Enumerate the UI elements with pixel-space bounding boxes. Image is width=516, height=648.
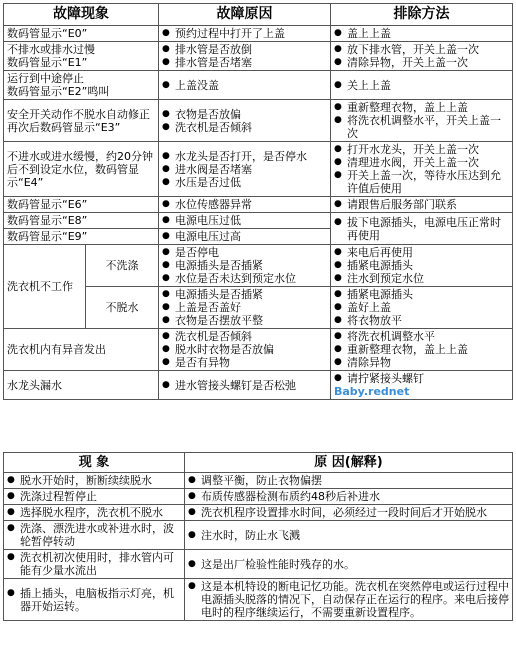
fix-item: ● 清除异物 [334, 356, 509, 369]
reason-cell [185, 579, 513, 621]
phenomenon-cell: 不排水或排水过慢 数码管显示“E1” [4, 42, 159, 71]
phenomenon-cell [4, 521, 185, 550]
fix-item: ● 拔下电源插头，电源电压正常时再使用 [334, 216, 509, 242]
fix-cell [331, 197, 513, 213]
phenomenon-item: ● 插上插头，电脑板指示灯亮，机器开始运转。 [7, 587, 181, 613]
cause-item: ● 水压是否过低 [162, 176, 327, 189]
table-row [4, 245, 513, 287]
fix-item: ● 开关上盖一次，等待水压达到允许值后使用 [334, 169, 509, 195]
cause-cell [159, 213, 331, 229]
cause-item: ● 洗衣机是否倾斜 [162, 121, 327, 134]
reason-item: ● 注水时，防止水飞溅 [188, 529, 509, 542]
fault-table [3, 3, 513, 400]
fix-cell [331, 329, 513, 371]
fix-cell [331, 371, 513, 400]
table-row [4, 473, 513, 489]
fix-cell [331, 26, 513, 42]
cause-item: ● 电源插头是否插紧 [162, 288, 327, 301]
table-row [4, 142, 513, 197]
phenomenon-cell [4, 473, 185, 489]
cause-cell [159, 371, 331, 400]
cause-cell [159, 142, 331, 197]
fix-item: ● 清除异物，开关上盖一次 [334, 56, 509, 69]
cause-cell [159, 42, 331, 71]
table-row [4, 579, 513, 621]
phenomenon-cell: 安全开关动作不脱水自动修正再次后数码管显示“E3” [4, 100, 159, 142]
fix-cell [331, 71, 513, 100]
table-row [4, 42, 513, 71]
cause-item: ● 衣物是否摆放平整 [162, 314, 327, 327]
fix-item: ● 插紧电源插头 [334, 288, 509, 301]
reason-item: ● 这是出厂检验性能时残存的水。 [188, 558, 509, 571]
reason-cell [185, 550, 513, 579]
cause-cell [159, 71, 331, 100]
phenomenon-item: ● 洗涤过程暂停止 [7, 490, 181, 503]
phenomenon-cell: 数码管显示“E0” [4, 26, 159, 42]
fix-cell [331, 42, 513, 71]
cause-item: ● 水龙头是否打开，是否停水 [162, 150, 327, 163]
header-fix: 排除方法 [331, 4, 513, 26]
table-row [4, 329, 513, 371]
fault-table-header [4, 4, 513, 26]
cause-item: ● 是否有异物 [162, 356, 327, 369]
fix-item: ● 打开水龙头，开关上盖一次 [334, 143, 509, 156]
header-cause: 故障原因 [159, 4, 331, 26]
table-row [4, 71, 513, 100]
reason-cell [185, 505, 513, 521]
cause-item: ● 进水管接头螺钉是否松弛 [162, 379, 327, 392]
reason-item: ● 调整平衡，防止衣物偏摆 [188, 474, 509, 487]
table-row [4, 550, 513, 579]
reason-item: ● 布质传感器检测布质约48秒后补进水 [188, 490, 509, 503]
fix-item: ● 将洗衣机调整水平，开关上盖一次 [334, 114, 509, 140]
fix-item: ● 关上上盖 [334, 79, 509, 92]
phenomenon-item: ● 脱水开始时，断断续续脱水 [7, 474, 181, 487]
cause-cell [159, 245, 331, 287]
cause-item: ● 预约过程中打开了上盖 [162, 27, 327, 40]
table-row [4, 521, 513, 550]
cause-item: ● 上盖是否盖好 [162, 301, 327, 314]
cause-item: ● 电源电压过高 [162, 230, 327, 243]
phenomenon-cell: 洗衣机内有异音发出 [4, 329, 159, 371]
phenomenon-item: ● 洗衣机初次使用时，排水管内可能有少量水流出 [7, 551, 181, 577]
fix-item: ● 盖好上盖 [334, 301, 509, 314]
fix-item: ● 重新整理衣物，盖上上盖 [334, 343, 509, 356]
cause-item: ● 排水管是否堵塞 [162, 56, 327, 69]
phenomenon-cell [4, 550, 185, 579]
explanation-table [3, 452, 513, 621]
cause-cell [159, 197, 331, 213]
table-row [4, 505, 513, 521]
fix-item: ● 来电后再使用 [334, 246, 509, 259]
header-reason: 原 因(解释) [185, 453, 513, 473]
table-row [4, 213, 513, 229]
watermark: Baby.rednet [334, 385, 410, 398]
cause-item: ● 是否停电 [162, 246, 327, 259]
reason-cell [185, 521, 513, 550]
cause-item: ● 排水管是否放倒 [162, 43, 327, 56]
cause-item: ● 洗衣机是否倾斜 [162, 330, 327, 343]
fix-item: ● 注水到预定水位 [334, 272, 509, 285]
cause-item: ● 脱水时衣物是否放偏 [162, 343, 327, 356]
fix-item: ● 将洗衣机调整水平 [334, 330, 509, 343]
fix-item: ● 请跟售后服务部门联系 [334, 198, 509, 211]
subcategory-cell: 不洗涤 [86, 245, 159, 287]
cause-cell [159, 26, 331, 42]
reason-item: ● 洗衣机程序设置排水时间，必须经过一段时间后才开始脱水 [188, 506, 509, 519]
reason-item: ● 这是本机特设的断电记忆功能。洗衣机在突然停电或运行过程中电源插头脱落的情况下，自动保存正在运行的程序。来电后接停电时的程序继续运行，不需要重新设置程序。 [188, 580, 509, 619]
cause-cell [159, 100, 331, 142]
header-phenomenon: 故障现象 [4, 4, 159, 26]
phenomenon-cell [4, 505, 185, 521]
phenomenon-cell: 水龙头漏水 [4, 371, 159, 400]
phenomenon-cell [4, 579, 185, 621]
phenomenon-cell: 不进水或进水缓慢，约20分钟后不到设定水位，数码管显示“E4” [4, 142, 159, 197]
cause-item: ● 水位传感器异常 [162, 198, 327, 211]
fix-cell [331, 287, 513, 329]
cause-cell [159, 287, 331, 329]
category-cell: 洗衣机不工作 [4, 245, 86, 329]
phenomenon-item: ● 选择脱水程序，洗衣机不脱水 [7, 506, 181, 519]
fix-item: ● 插紧电源插头 [334, 259, 509, 272]
fix-cell [331, 213, 513, 245]
cause-cell [159, 229, 331, 245]
table-row [4, 489, 513, 505]
phenomenon-cell [4, 489, 185, 505]
fix-item: ● 请拧紧接头螺钉 [334, 372, 509, 385]
cause-item: ● 进水阀是否堵塞 [162, 163, 327, 176]
explanation-table-header [4, 453, 513, 473]
phenomenon-cell: 数码管显示“E6” [4, 197, 159, 213]
reason-cell [185, 489, 513, 505]
fix-cell [331, 142, 513, 197]
phenomenon-cell: 数码管显示“E9” [4, 229, 159, 245]
cause-item: ● 水位是否未达到预定水位 [162, 272, 327, 285]
fix-item: ● 重新整理衣物，盖上上盖 [334, 101, 509, 114]
table-row [4, 26, 513, 42]
fix-item: ● 清理进水阀，开关上盖一次 [334, 156, 509, 169]
phenomenon-cell: 运行到中途停止 数码管显示“E2”鸣叫 [4, 71, 159, 100]
fix-item: ● 盖上上盖 [334, 27, 509, 40]
phenomenon-item: ● 洗涤、漂洗进水或补进水时，波轮暂停转动 [7, 522, 181, 548]
fix-cell [331, 100, 513, 142]
cause-cell [159, 329, 331, 371]
cause-item: ● 电源插头是否插紧 [162, 259, 327, 272]
fix-item: ● 放下排水管，开关上盖一次 [334, 43, 509, 56]
table-row [4, 371, 513, 400]
cause-item: ● 电源电压过低 [162, 214, 327, 227]
fix-cell [331, 245, 513, 287]
table-row [4, 100, 513, 142]
phenomenon-cell: 数码管显示“E8” [4, 213, 159, 229]
cause-item: ● 衣物是否放偏 [162, 108, 327, 121]
cause-item: ● 上盖没盖 [162, 79, 327, 92]
table-row [4, 197, 513, 213]
header-phenomenon: 现 象 [4, 453, 185, 473]
fix-item: ● 将衣物放平 [334, 314, 509, 327]
subcategory-cell: 不脱水 [86, 287, 159, 329]
reason-cell [185, 473, 513, 489]
